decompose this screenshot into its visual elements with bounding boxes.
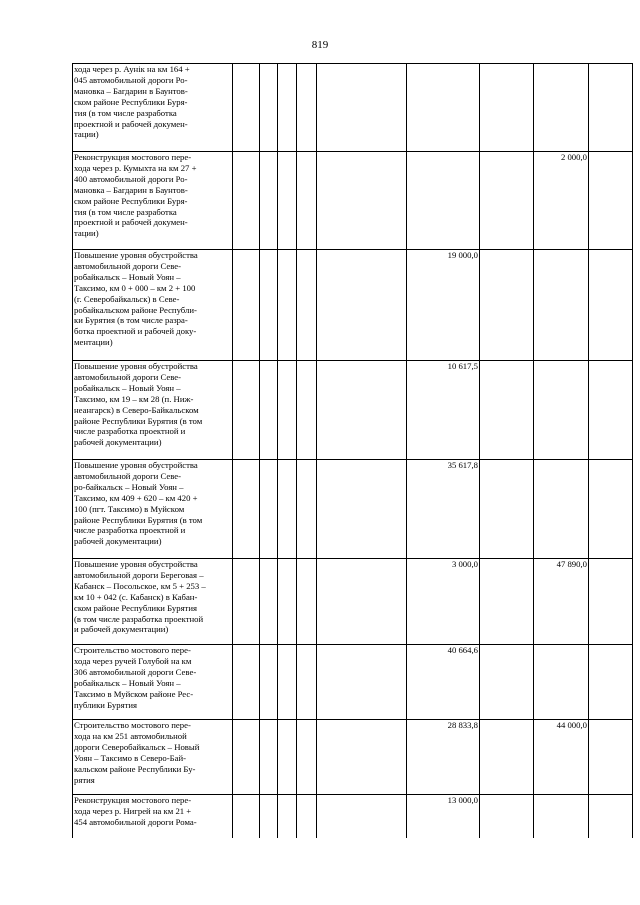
cell-value: 28 833,8 — [407, 720, 480, 795]
row-description: хода через р. Аунік на км 164 + 045 автомобильной дороги Ро- мановка – Багдарин в Баунтов- ском районе Республики Буря- тия (в том числе разработка проектной и рабочей докумен- тации) — [73, 64, 233, 152]
cell-value — [407, 64, 480, 152]
page-number: 819 — [311, 39, 329, 51]
row-description: Строительство мостового пере- хода через ручей Голубой на км 306 автомобильной дороги Севе- робайкальск – Новый Уоян – Таксимо в Муйском районе Рес- публики Бурятия — [73, 645, 233, 720]
cell-value: 35 617,8 — [407, 460, 480, 559]
cell-value: 44 000,0 — [534, 720, 589, 795]
cell-value: 2 000,0 — [534, 152, 589, 250]
cell-value — [534, 361, 589, 460]
cell-value — [534, 64, 589, 152]
table-row — [73, 460, 633, 559]
table-row — [73, 559, 633, 645]
cell-value: 13 000,0 — [407, 795, 480, 838]
row-description: Строительство мостового пере- хода на км 251 автомобильной дороги Северобайкальск – Новый Уоян – Таксимо в Северо-Бай- кальском районе Республики Бу- рятия — [73, 720, 233, 795]
row-description: Повышение уровня обустройства автомобильной дороги Севе- ро-байкальск – Новый Уоян – Таксимо, км 409 + 620 – км 420 + 100 (пгт. Таксимо) в Муйском районе Республики Бурятия (в том числе разработка проектной и рабочей документации) — [73, 460, 233, 559]
cell-value — [534, 645, 589, 720]
row-description: Реконструкция мостового пере- хода через р. Кумыхта на км 27 + 400 автомобильной дороги Ро- мановка – Багдарин в Баунтов- ском районе Республики Буря- тия (в том числе разработка проектной и рабочей докумен- тации) — [73, 152, 233, 250]
row-description: Повышение уровня обустройства автомобильной дороги Севе- робайкальск – Новый Уоян – Таксимо, км 0 + 000 – км 2 + 100 (г. Северобайкальск) в Севе- робайкальском районе Республи- ки Бурятия (в том числе разра- ботка проектной и рабочей доку- ментации) — [73, 250, 233, 361]
table-row — [73, 720, 633, 795]
cell-value — [534, 250, 589, 361]
table-row — [73, 152, 633, 250]
table-row — [73, 645, 633, 720]
row-description: Повышение уровня обустройства автомобильной дороги Севе- робайкальск – Новый Уоян – Таксимо, км 19 – км 28 (п. Ниж- неангарск) в Северо-Байкальском районе Республики Бурятия (в том числе разработка проектной и рабочей документации) — [73, 361, 233, 460]
cell-value: 3 000,0 — [407, 559, 480, 645]
row-description: Повышение уровня обустройства автомобильной дороги Береговая – Кабанск – Посольское, км 5 + 253 – км 10 + 042 (с. Кабанск) в Кабан- ском районе Республики Бурятия (в том числе разработка проектной и рабочей документации) — [73, 559, 233, 645]
cell-value — [534, 460, 589, 559]
cell-value: 47 890,0 — [534, 559, 589, 645]
table-row — [73, 795, 633, 838]
cell-value: 40 664,6 — [407, 645, 480, 720]
cell-value: 10 617,5 — [407, 361, 480, 460]
cell-value: 19 000,0 — [407, 250, 480, 361]
table-row — [73, 64, 633, 152]
cell-value — [534, 795, 589, 838]
table-row — [73, 361, 633, 460]
data-table — [72, 63, 633, 838]
table-row — [73, 250, 633, 361]
cell-value — [407, 152, 480, 250]
row-description: Реконструкция мостового пере- хода через р. Нигрей на км 21 + 454 автомобильной дороги Рома- — [73, 795, 233, 838]
